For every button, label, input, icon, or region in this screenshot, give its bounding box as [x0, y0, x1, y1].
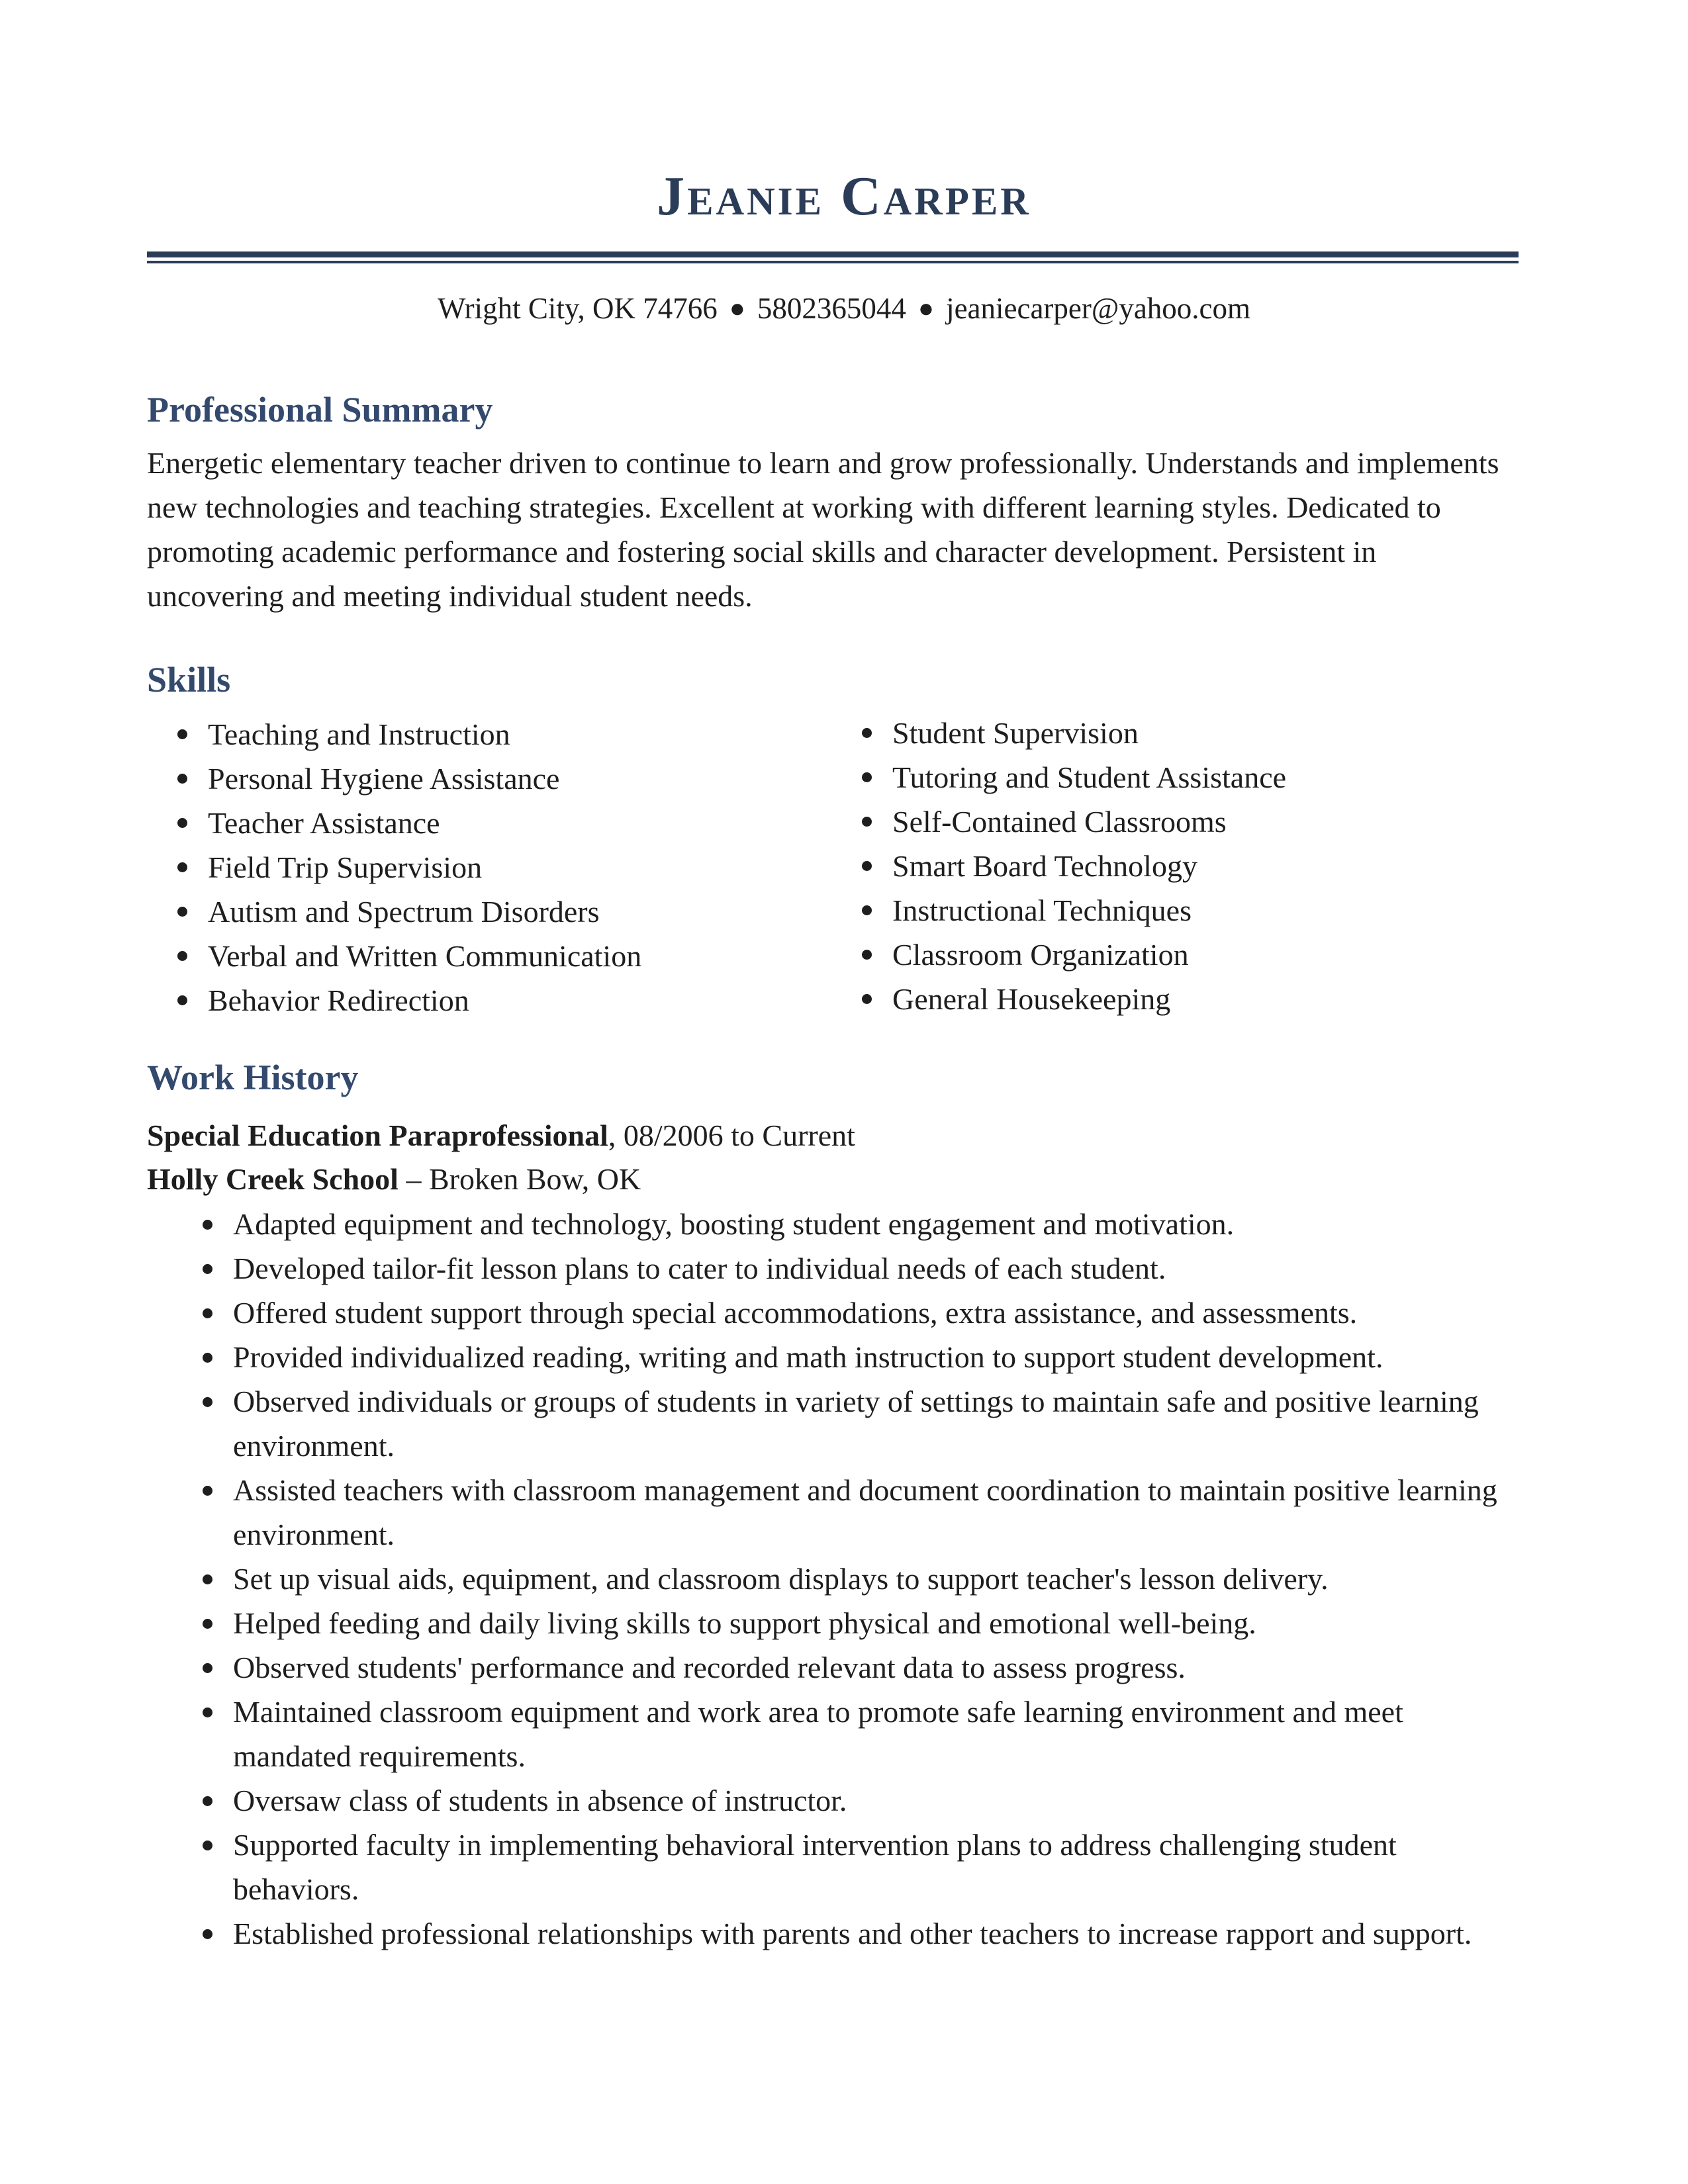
bullet-icon	[862, 861, 872, 871]
contact-separator: ●	[917, 293, 935, 323]
bullet-icon	[177, 774, 187, 784]
bullet-icon	[203, 1619, 212, 1629]
skills-list-left	[177, 712, 641, 1023]
skill-item	[862, 711, 1286, 755]
duty-text: Offered student support through special accommodations, extra assistance, and assessments.	[233, 1296, 1358, 1330]
bullet-icon	[862, 772, 872, 782]
bullet-icon	[177, 995, 187, 1005]
header-rule-thick	[147, 251, 1519, 257]
skills-list-right	[862, 711, 1286, 1021]
bullet-icon	[862, 905, 872, 915]
duty-item	[203, 1335, 1526, 1379]
duty-text: Provided individualized reading, writing and math instruction to support student development.	[233, 1340, 1383, 1374]
skill-label: Classroom Organization	[892, 938, 1189, 972]
bullet-icon	[203, 1220, 212, 1230]
skill-item	[177, 712, 641, 756]
bullet-icon	[862, 994, 872, 1004]
summary-text: Energetic elementary teacher driven to continue to learn and grow professionally. Understands and implements new technologies and teaching strategies. Excellent at working with different learning styles. Dedicated to promoting academic performance and fostering social skills and character development. Persistent in uncovering and meeting individual student needs.	[147, 446, 1499, 613]
contact-phone: 5802365044	[757, 292, 906, 325]
duty-item	[203, 1911, 1526, 1956]
bullet-icon	[203, 1574, 212, 1584]
job-location: – Broken Bow, OK	[398, 1162, 641, 1196]
skill-label: Teaching and Instruction	[208, 717, 510, 751]
skill-item	[177, 889, 641, 934]
duty-item	[203, 1601, 1526, 1645]
job-duties-list	[203, 1202, 1526, 1956]
duty-item	[203, 1690, 1526, 1778]
duty-text: Maintained classroom equipment and work area to promote safe learning environment and meet mandated requirements.	[233, 1695, 1403, 1773]
skill-label: Smart Board Technology	[892, 849, 1197, 883]
bullet-icon	[862, 728, 872, 738]
skill-label: General Housekeeping	[892, 982, 1171, 1016]
skill-item	[862, 844, 1286, 888]
bullet-icon	[203, 1308, 212, 1318]
bullet-icon	[862, 817, 872, 827]
skill-item	[862, 933, 1286, 977]
skill-label: Field Trip Supervision	[208, 850, 483, 884]
duty-text: Set up visual aids, equipment, and classroom displays to support teacher's lesson delivery.	[233, 1562, 1329, 1596]
bullet-icon	[203, 1397, 212, 1407]
duty-text: Observed students' performance and recorded relevant data to assess progress.	[233, 1651, 1186, 1684]
duty-text: Developed tailor-fit lesson plans to cater to individual needs of each student.	[233, 1251, 1166, 1285]
bullet-icon	[203, 1663, 212, 1673]
skill-label: Behavior Redirection	[208, 983, 469, 1017]
job-employer-line	[147, 1157, 641, 1201]
duty-item	[203, 1557, 1526, 1601]
skill-item	[177, 978, 641, 1023]
bullet-icon	[177, 729, 187, 739]
duty-item	[203, 1291, 1526, 1335]
duty-item	[203, 1645, 1526, 1690]
job-dates: , 08/2006 to Current	[608, 1118, 855, 1152]
skill-label: Student Supervision	[892, 716, 1139, 750]
candidate-name: Jeanie Carper	[657, 165, 1031, 227]
duty-text: Observed individuals or groups of students in variety of settings to maintain safe and positive learning environment.	[233, 1385, 1479, 1463]
bullet-icon	[203, 1486, 212, 1496]
duty-text: Assisted teachers with classroom management and document coordination to maintain positive learning environment.	[233, 1473, 1497, 1551]
skill-item	[862, 977, 1286, 1021]
skill-label: Autism and Spectrum Disorders	[208, 895, 600, 929]
bullet-icon	[203, 1929, 212, 1939]
skill-item	[862, 888, 1286, 933]
bullet-icon	[177, 862, 187, 872]
skill-item	[862, 799, 1286, 844]
duty-text: Oversaw class of students in absence of instructor.	[233, 1784, 847, 1817]
skill-label: Personal Hygiene Assistance	[208, 762, 560, 796]
job-employer: Holly Creek School	[147, 1162, 399, 1196]
duty-text: Established professional relationships with parents and other teachers to increase rapport and support.	[233, 1917, 1472, 1950]
duty-item	[203, 1379, 1526, 1468]
contact-separator: ●	[729, 293, 745, 323]
bullet-icon	[203, 1796, 212, 1806]
duty-item	[203, 1823, 1526, 1911]
duty-item	[203, 1246, 1526, 1291]
bullet-icon	[177, 818, 187, 828]
contact-line	[0, 291, 1688, 326]
skill-label: Verbal and Written Communication	[208, 939, 642, 973]
bullet-icon	[203, 1353, 212, 1363]
header-rule-thin	[147, 261, 1519, 263]
summary-heading: Professional Summary	[147, 390, 493, 430]
skill-label: Instructional Techniques	[892, 893, 1192, 927]
duty-text: Helped feeding and daily living skills to support physical and emotional well-being.	[233, 1606, 1256, 1640]
bullet-icon	[862, 950, 872, 960]
bullet-icon	[177, 907, 187, 917]
work-history-heading: Work History	[147, 1058, 359, 1097]
contact-email: jeaniecarper@yahoo.com	[946, 292, 1251, 325]
skill-label: Tutoring and Student Assistance	[892, 760, 1287, 794]
skill-item	[177, 934, 641, 978]
duty-text: Supported faculty in implementing behavioral intervention plans to address challenging student behaviors.	[233, 1828, 1397, 1906]
skill-label: Self-Contained Classrooms	[892, 805, 1227, 839]
bullet-icon	[203, 1841, 212, 1850]
skill-item	[177, 756, 641, 801]
duty-item	[203, 1202, 1526, 1246]
bullet-icon	[177, 951, 187, 961]
duty-item	[203, 1468, 1526, 1557]
skills-heading: Skills	[147, 660, 231, 700]
job-title: Special Education Paraprofessional	[147, 1118, 608, 1152]
duty-text: Adapted equipment and technology, boosting student engagement and motivation.	[233, 1207, 1235, 1241]
job-title-line	[147, 1113, 855, 1158]
skill-item	[177, 845, 641, 889]
contact-location: Wright City, OK 74766	[437, 292, 718, 325]
skill-item	[177, 801, 641, 845]
duty-item	[203, 1778, 1526, 1823]
skill-label: Teacher Assistance	[208, 806, 440, 840]
bullet-icon	[203, 1707, 212, 1717]
bullet-icon	[203, 1264, 212, 1274]
skill-item	[862, 755, 1286, 799]
